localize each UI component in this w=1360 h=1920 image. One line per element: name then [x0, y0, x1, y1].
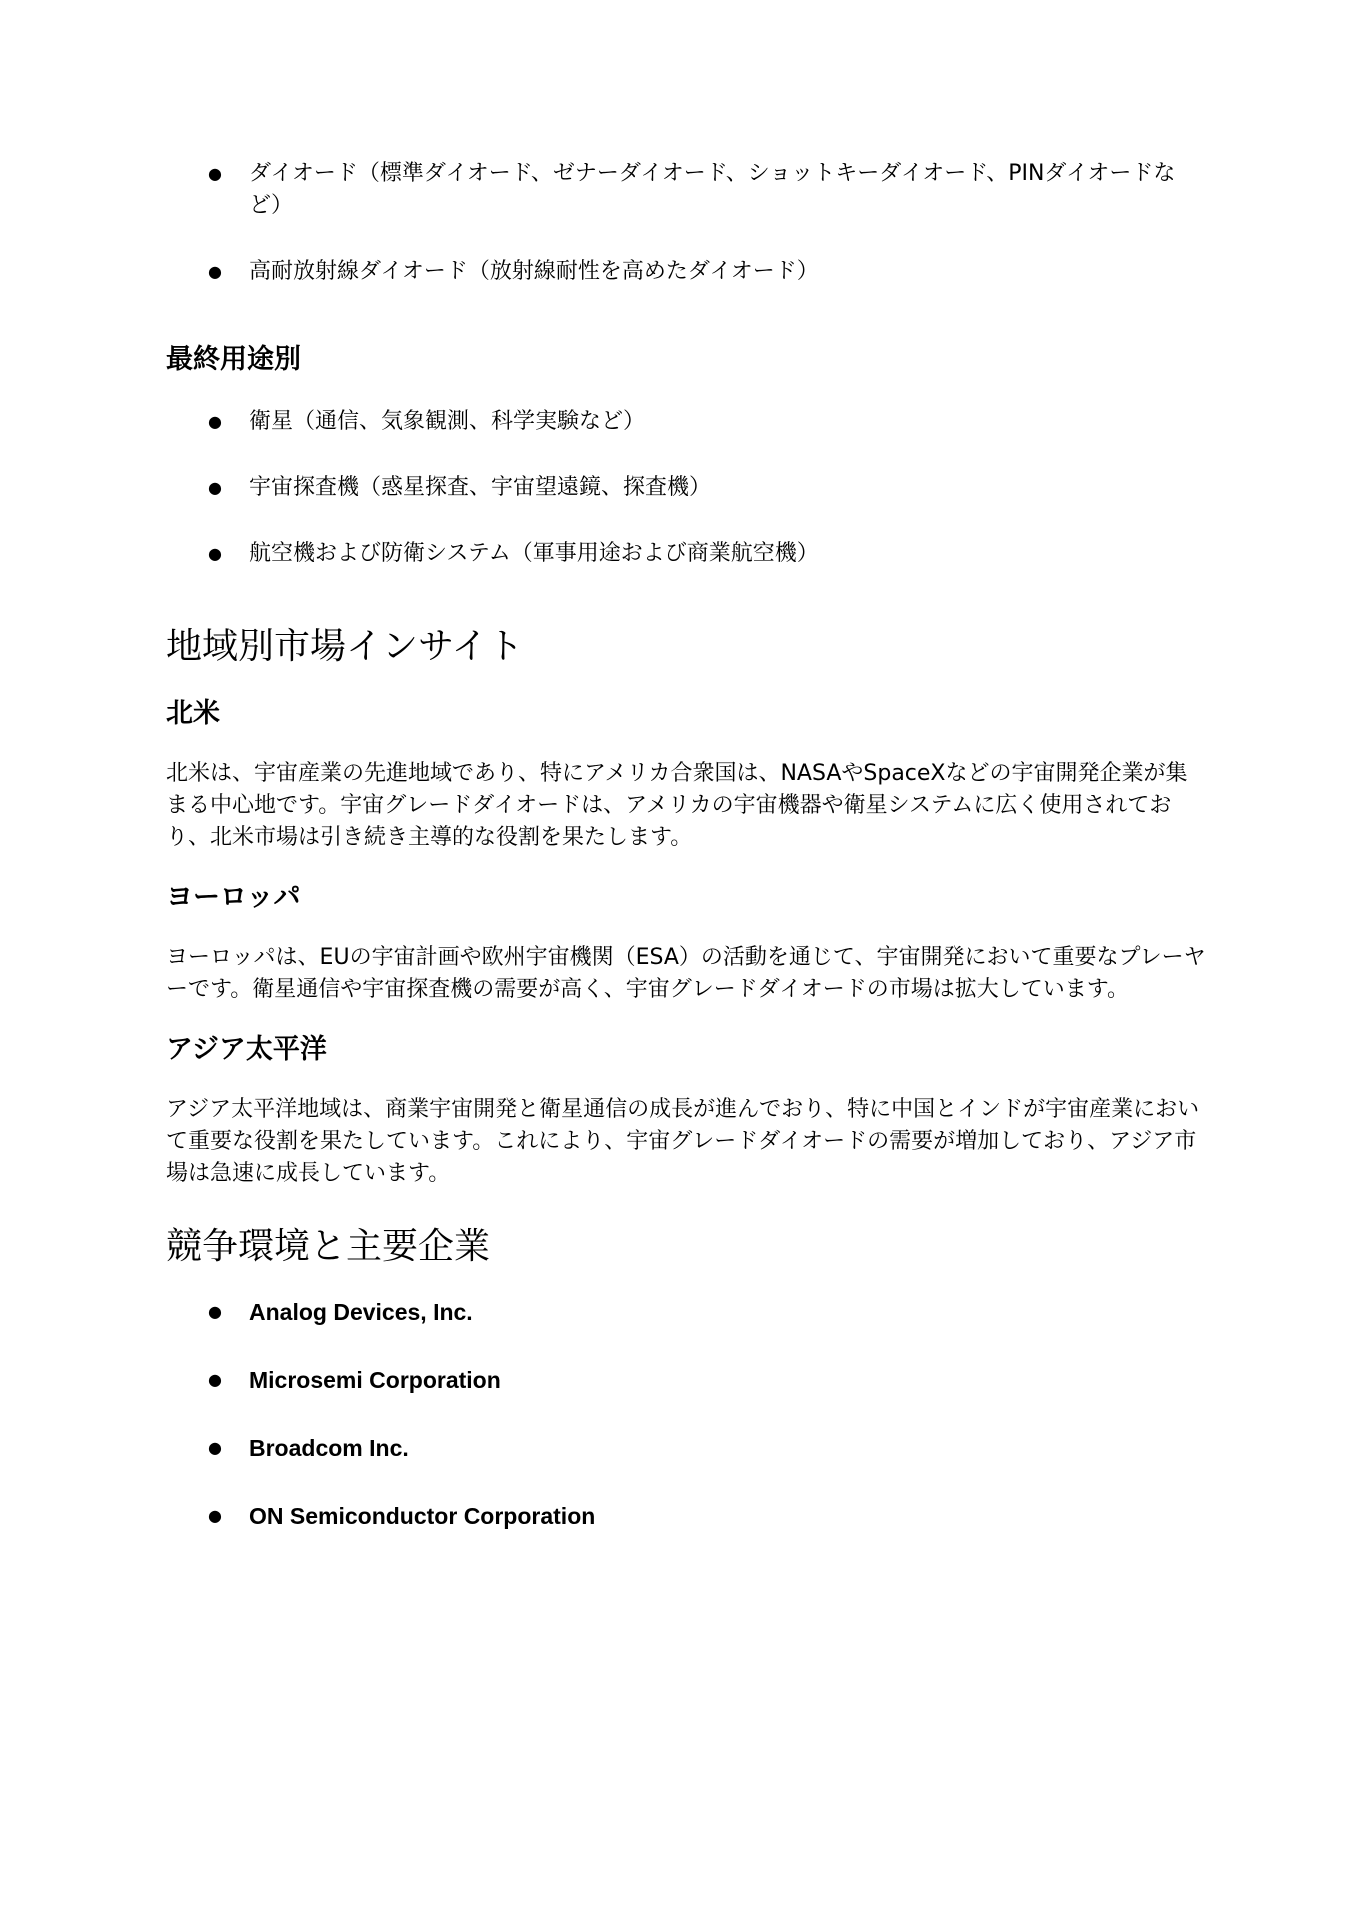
company-name: Analog Devices, Inc. [249, 1299, 473, 1325]
europe-text: ヨーロッパは、EUの宇宙計画や欧州宇宙機関（ESA）の活動を通じて、宇宙開発において重要なプレーヤーです。衛星通信や宇宙探査機の需要が高く、宇宙グレードダイオードの市場は拡大しています。 [166, 945, 1206, 1002]
list-item-text: 高耐放射線ダイオード（放射線耐性を高めたダイオード） [249, 259, 819, 284]
asia-pacific-title: アジア太平洋 [166, 1034, 327, 1065]
list-item [166, 158, 1206, 222]
bullet-icon: ● [208, 164, 222, 183]
list-item-text: 衛星（通信、気象観測、科学実験など） [249, 409, 646, 434]
north-america-text: 北米は、宇宙産業の先進地域であり、特にアメリカ合衆国は、NASAやSpaceXなどの宇宙開発企業が集まる中心地です。宇宙グレードダイオードは、アメリカの宇宙機器や衛星システムに広く使用されており、北米市場は引き続き主導的な役割を果たします。 [166, 761, 1188, 850]
list-item-text: 宇宙探査機（惑星探査、宇宙望遠鏡、探査機） [249, 475, 712, 500]
europe-title: ヨーロッパ [166, 882, 301, 913]
list-item [166, 538, 1206, 570]
list-item [166, 1296, 1206, 1330]
list-item-text: ダイオード（標準ダイオード、ゼナーダイオード、ショットキーダイオード、PINダイオードなど） [249, 161, 1176, 218]
list-item [166, 1364, 1206, 1398]
list-item [166, 1432, 1206, 1466]
bullet-icon: ● [208, 1506, 222, 1525]
end-use-title: 最終用途別 [166, 344, 301, 375]
bullet-icon: ● [208, 544, 222, 563]
list-item [166, 406, 1206, 438]
end-use-list [166, 406, 1206, 570]
bullet-icon: ● [208, 1302, 222, 1321]
bullet-icon: ● [208, 412, 222, 431]
list-item [166, 472, 1206, 504]
north-america-title: 北米 [166, 698, 220, 729]
regional-heading: 地域別市場インサイト [166, 626, 524, 667]
list-item-text: 航空機および防衛システム（軍事用途および商業航空機） [249, 541, 819, 566]
company-list [166, 1296, 1206, 1534]
bullet-icon: ● [208, 1438, 222, 1457]
bullet-icon: ● [208, 262, 222, 281]
company-name: ON Semiconductor Corporation [249, 1503, 596, 1529]
bullet-icon: ● [208, 478, 222, 497]
asia-pacific-text: アジア太平洋地域は、商業宇宙開発と衛星通信の成長が進んでおり、特に中国とインドが宇宙産業において重要な役割を果たしています。これにより、宇宙グレードダイオードの需要が増加しており、アジア市場は急速に成長しています。 [166, 1097, 1200, 1186]
bullet-icon: ● [208, 1370, 222, 1389]
document-page [166, 158, 1206, 1568]
list-item [166, 1500, 1206, 1534]
list-item [166, 256, 1206, 288]
diode-type-list [166, 158, 1206, 288]
company-name: Microsemi Corporation [249, 1367, 501, 1393]
competition-heading: 競争環境と主要企業 [166, 1226, 491, 1267]
company-name: Broadcom Inc. [249, 1435, 409, 1461]
